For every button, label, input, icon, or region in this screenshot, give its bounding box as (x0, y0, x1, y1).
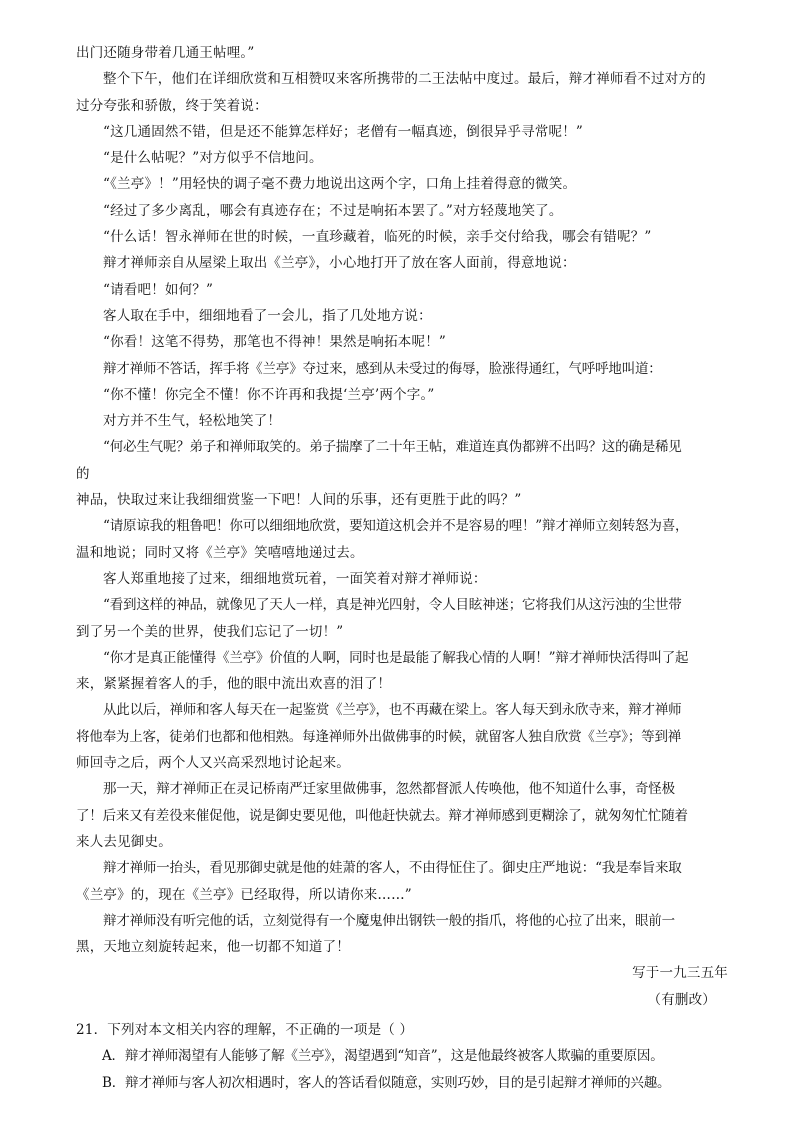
text-line: 辩才禅师一抬头，看见那御史就是他的娃萧的客人，不由得怔住了。御史庄严地说：“我是奉旨来取 (103, 860, 682, 877)
text-line: “何必生气呢？弟子和禅师取笑的。弟子揣摩了二十年王帖，难道连真伪都辨不出吗？这的确是稀见 (103, 439, 682, 456)
text-line: 到了另一个美的世界，使我们忘记了一切！” (76, 623, 344, 640)
text-line: 辩才禅师没有听完他的话，立刻觉得有一个魔鬼伸出钢铁一般的指爪，将他的心拉了出来，眼前一 (103, 912, 675, 929)
text-line: 来人去见御史。 (76, 833, 172, 850)
text-line: 辩才禅师亲自从屋梁上取出《兰亭》，小心地打开了放在客人面前，得意地说： (103, 255, 576, 272)
text-line: 过分夸张和骄傲，终于笑着说： (76, 97, 268, 114)
text-line: “你看！这笔不得势，那笔也不得神！果然是响拓本呢！” (103, 334, 447, 351)
signature-date: 写于一九三五年 (632, 965, 728, 982)
question-option-b: B．辩才禅师与客人初次相遇时，客人的答话看似随意，实则巧妙，目的是引起辩才禅师的兴趣。 (102, 1074, 671, 1091)
text-line: 客人取在手中，细细地看了一会儿，指了几处地方说： (103, 307, 432, 324)
text-line: “是什么帖呢？”对方似乎不信地问。 (103, 150, 323, 167)
text-line: 《兰亭》的，现在《兰亭》已经取得，所以请你来……” (76, 886, 412, 903)
text-line: “你才是真正能懂得《兰亭》价值的人啊，同时也是最能了解我心情的人啊！”辩才禅师快活得叫了起 (103, 649, 689, 666)
text-line: 客人郑重地接了过来，细细地赏玩着，一面笑着对辩才禅师说： (103, 570, 487, 587)
text-line: 辩才禅师不答话，挥手将《兰亭》夺过来，感到从未受过的侮辱，脸涨得通红，气呼呼地叫道： (103, 360, 662, 377)
text-line: 来，紧紧握着客人的手，他的眼中流出欢喜的泪了！ (76, 676, 392, 693)
text-line: 神品，快取过来让我细细赏鉴一下吧！人间的乐事，还有更胜于此的吗？” (76, 492, 522, 509)
text-line: 黑，天地立刻旋转起来，他一切都不知道了！ (76, 939, 350, 956)
text-line: “你不懂！你完全不懂！你不许再和我提‘兰亭’两个字。” (103, 386, 435, 403)
text-line: 温和地说；同时又将《兰亭》笑嘻嘻地递过去。 (76, 544, 364, 561)
text-line: “什么话！智永禅师在世的时候，一直珍藏着，临死的时候，亲手交付给我，哪会有错呢？” (103, 229, 652, 246)
text-line: 整个下午，他们在详细欣赏和互相赞叹来客所携带的二王法帖中度过。最后，辩才禅师看不过对方的 (103, 71, 706, 88)
text-line: “经过了多少离乱，哪会有真迹存在；不过是响拓本罢了。”对方轻蔑地笑了。 (103, 202, 563, 219)
text-line: 从此以后，禅师和客人每天在一起鉴赏《兰亭》，也不再藏在梁上。客人每天到永欣寺来，辩才禅师 (103, 702, 682, 719)
text-line: 对方并不生气，轻松地笑了！ (103, 413, 282, 430)
signature-note: （有删改） (647, 991, 716, 1008)
text-line: 将他奉为上客，徒弟们也都和他相熟。每逢禅师外出做佛事的时候，就留客人独自欣赏《兰亭》；等到禅 (76, 728, 682, 745)
text-line: 出门还随身带着几通王帖哩。” (76, 45, 255, 61)
question-option-a: A．辩才禅师渴望有人能够了解《兰亭》，渴望遇到“知音”，这是他最终被客人欺骗的重要原因。 (102, 1048, 664, 1065)
text-line: 了！后来又有差役来催促他，说是御史要见他，叫他赶快就去。辩才禅师感到更糊涂了，就匆匆忙忙随着 (76, 807, 688, 824)
text-line: “请原谅我的粗鲁吧！你可以细细地欣赏，要知道这机会并不是容易的哩！”辩才禅师立刻转怒为喜， (103, 518, 689, 535)
text-line: 那一天，辩才禅师正在灵记桥南严迁家里做佛事，忽然都督派人传唤他，他不知道什么事，奇怪极 (103, 781, 675, 798)
text-line: 师回寺之后，两个人又兴高采烈地讨论起来。 (76, 755, 350, 772)
question-stem: 21．下列对本文相关内容的理解，不正确的一项是（ ） (76, 1021, 414, 1038)
text-line: “《兰亭》！”用轻快的调子毫不费力地说出这两个字，口角上挂着得意的微笑。 (103, 176, 577, 193)
text-line: “请看吧！如何？” (103, 281, 214, 298)
text-line: “看到这样的神品，就像见了天人一样，真是神光四射，令人目眩神迷；它将我们从这污浊的尘世带 (103, 597, 682, 614)
text-line: “这几通固然不错，但是还不能算怎样好；老僧有一幅真迹，倒很异乎寻常呢！” (103, 123, 584, 140)
text-line: 的 (76, 465, 90, 482)
